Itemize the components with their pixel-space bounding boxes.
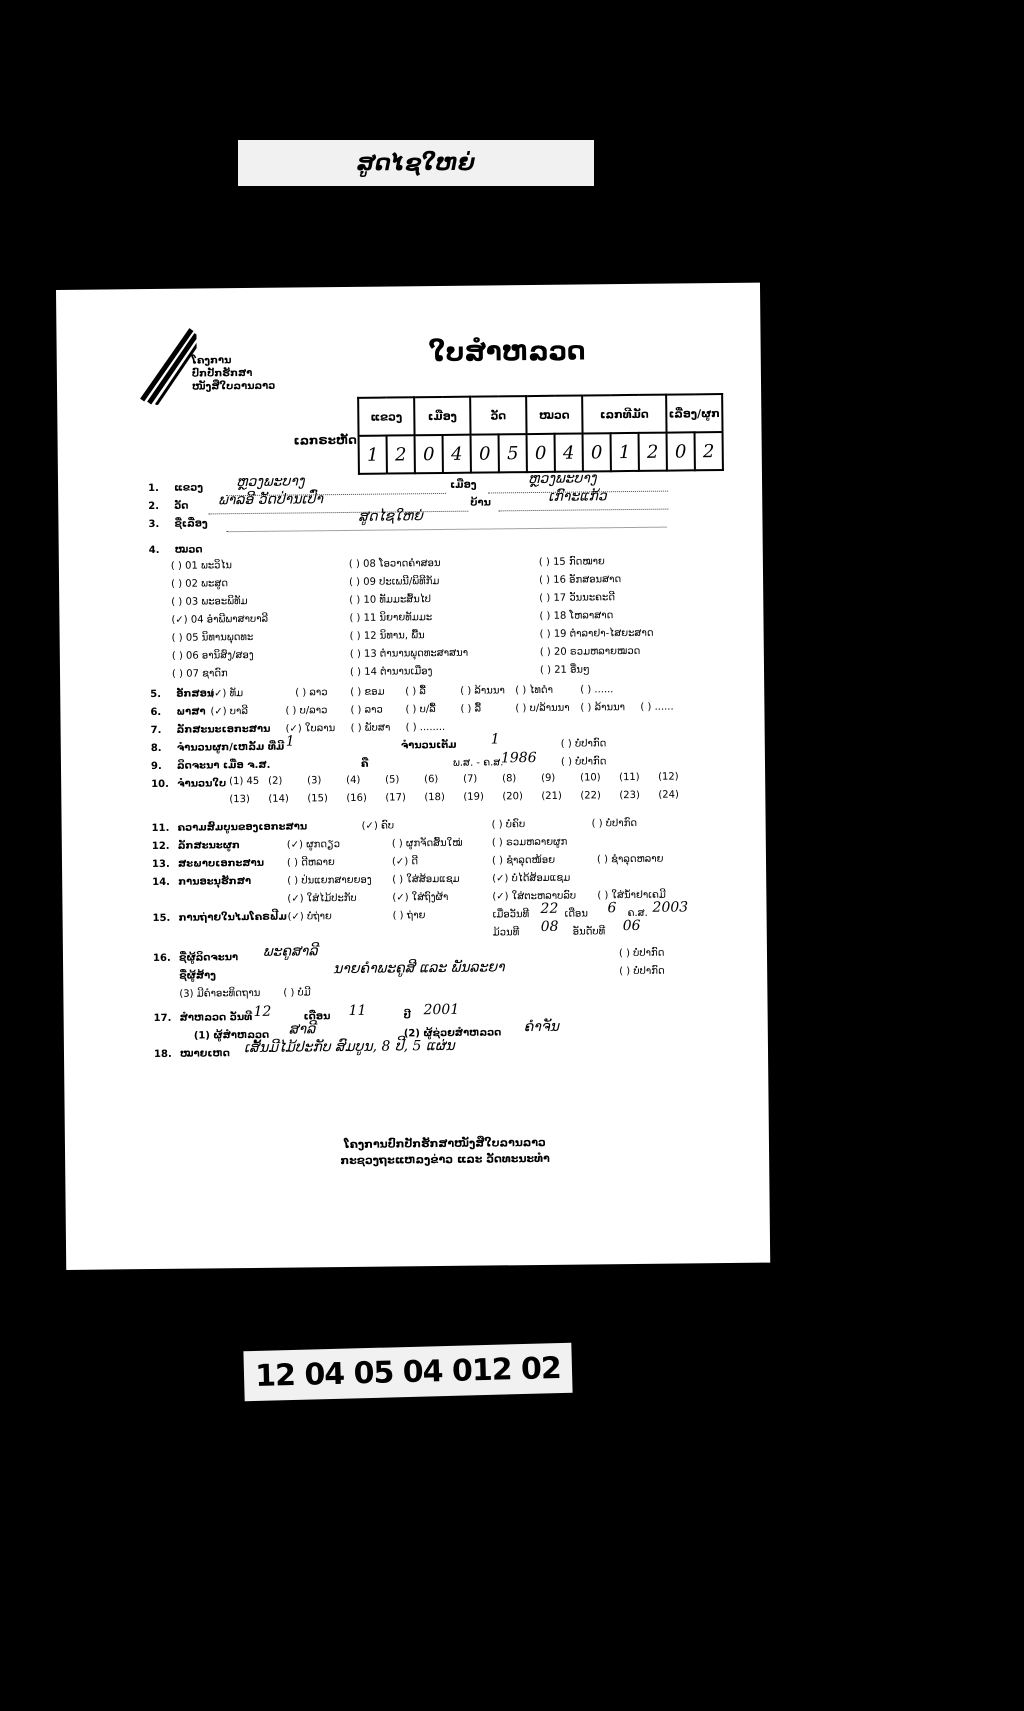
scribe-value: ພະຄູສາລີ — [262, 943, 318, 960]
option: ( ) ບໍ່ຄົບ — [491, 819, 526, 831]
option: ( ) ລາວ — [295, 687, 328, 699]
option: ( ) ໄທດໍາ — [515, 684, 553, 697]
row-num: 15. — [152, 912, 171, 925]
option: (✓) ຄົບ — [361, 820, 395, 832]
org-line-1: ໂຄງການ — [191, 355, 232, 367]
category-col-1 — [56, 283, 760, 290]
code-digit: 4 — [555, 433, 583, 471]
code-digit: 5 — [499, 434, 527, 472]
row-label: ເມືອງ — [450, 479, 477, 491]
option: (✓) ບາລີ — [210, 706, 248, 718]
section-label: ລັກສະນະຜູກ — [177, 840, 240, 852]
leaf-count: (20) — [502, 791, 523, 803]
category-option: ( ) 11 ນິຍາຍທັມມະ — [349, 612, 433, 624]
option: ( ) ........ — [405, 721, 446, 734]
section-label: ພ.ສ. - ຄ.ສ. — [452, 757, 504, 769]
year-value: 1986 — [500, 749, 537, 767]
year-label: ປີ — [403, 1010, 411, 1022]
survey-month: 11 — [348, 1002, 367, 1019]
footer-line-1: ໂຄງການປົກປັກຮັກສາໜັງສືໃບລານລາວ — [344, 1135, 546, 1152]
section-label: ຊື່ຜູ້ສ້າງ — [179, 970, 216, 982]
row-num: 11. — [151, 822, 170, 835]
category-option: ( ) 06 ອານິສົງ/ສອງ — [171, 649, 254, 662]
option: (✓) ໃສ່ຕະຫລາບລົບ — [492, 890, 577, 903]
org-line-3: ໜັງສືໃບລານລາວ — [191, 380, 276, 393]
section-label: ຈຳນວນເຕັມ — [400, 739, 457, 752]
option: ( ) ພັບສາ — [350, 722, 391, 734]
section-label: ສຳຫລວດ ວັນທີ — [179, 1011, 253, 1024]
leaf-count: (24) — [658, 789, 679, 801]
top-title-text: ສູດໄຊໃຫຍ່ — [357, 150, 475, 176]
code-digit: 0 — [527, 434, 555, 472]
category-option: ( ) 07 ຊາດົກ — [171, 668, 228, 680]
dotted-line — [208, 510, 468, 515]
option: ( ) ...... — [640, 701, 674, 713]
day-value: 22 — [540, 900, 559, 917]
title-value: ສູດໄຊໃຫຍ່ — [358, 508, 423, 525]
row-num: 16. — [152, 952, 171, 965]
section-label: (1) ຜູ້ສຳຫລວດ — [193, 1029, 270, 1042]
form-footer — [335, 1135, 555, 1169]
category-option: ( ) 17 ວັນນະຄະດີ — [539, 592, 616, 604]
date-label: ເມື່ອວັນທີ — [492, 909, 530, 921]
row-label: ຊື່ເລື່ອງ — [174, 518, 208, 530]
leaf-count: (12) — [658, 771, 679, 783]
row-num: 18. — [153, 1048, 172, 1061]
category-option: ( ) 14 ຕຳນານເມືອງ — [349, 666, 433, 678]
category-option: ( ) 21 ອື່ນໆ — [539, 664, 590, 676]
month-value: 6 — [607, 900, 617, 917]
dotted-line — [498, 508, 668, 512]
leaf-count: (13) — [229, 793, 250, 806]
option: ( ) ຣວມຫລາຍຜູກ — [491, 836, 568, 849]
section-label: ການຖ່າຍໃນໄມໂຄຣຟີມ — [178, 911, 287, 924]
category-option: ( ) 01 ພະວິໄນ — [170, 560, 233, 572]
roll-value: 08 — [540, 918, 559, 935]
section-label: ຈຳນວນຜູກ/ເຫລັ້ມ ທີ່ມີ — [176, 741, 285, 754]
leaf-count: (22) — [580, 790, 601, 802]
leaf-count: (4) — [346, 774, 361, 786]
form-sections — [56, 283, 760, 290]
village-value: ເກົາະແກ້ວ — [548, 488, 607, 505]
section-label: ການອະນຸຮັກສາ — [178, 875, 252, 888]
code-digit: 2 — [695, 432, 723, 470]
row-num: 2. — [148, 500, 160, 513]
index-value: 06 — [622, 917, 641, 935]
option: ( ) ...... — [580, 684, 614, 696]
option: ( ) ຊຳລຸດໜ້ອຍ — [491, 854, 556, 867]
code-header: ເລື່ອງ/ຜູກ — [666, 394, 722, 433]
option: ( ) ບໍ່ປາກົດ — [560, 756, 607, 768]
index-label: ອັນດັບທີ — [572, 926, 606, 938]
row-label: ບ້ານ — [470, 497, 491, 509]
form-title: ໃບສຳຫລວດ — [428, 336, 586, 369]
section-label: (2) ຜູ້ຊ່ວຍສຳຫລວດ — [403, 1027, 502, 1040]
leaf-count: (18) — [424, 791, 445, 804]
survey-form — [56, 283, 770, 1270]
option: ( ) ບໍ່ປາກົດ — [591, 817, 638, 830]
row-num: 14. — [152, 876, 170, 889]
section-label: ພາສາ — [176, 706, 206, 718]
option: ( ) ປ່ນແຍກສາຍຍອງ — [287, 874, 372, 887]
code-digit: 4 — [443, 435, 471, 473]
option: ( ) ຜູກຈັດສົ້ນໃໝ່ — [391, 837, 463, 850]
year-value: 2003 — [652, 899, 689, 916]
category-option: ( ) 03 ພະອະພິທັມ — [171, 596, 248, 608]
category-option: ( ) 20 ຣວມຫລາຍໝວດ — [539, 645, 641, 658]
code-header: ວັດ — [470, 396, 526, 435]
row-num: 10. — [151, 778, 169, 791]
leaf-count: (6) — [424, 774, 439, 786]
row-num: 8. — [150, 742, 162, 755]
row-num: 7. — [150, 724, 162, 737]
option: ( ) ໃສ່ສ້ອມແຊມ — [392, 873, 460, 886]
option: (✓) ບໍ່ໄດ້ສ້ອມແຊມ — [492, 872, 571, 885]
row-label: ແຂວງ — [174, 482, 204, 494]
code-label: ເລກຣະຫັດ — [293, 432, 357, 448]
option: ( ) ຊຳລຸດຫລາຍ — [596, 853, 664, 866]
bottom-code-text: 12 04 05 04 012 02 — [254, 1350, 562, 1394]
section-label: (3) ມີຄຳອະທິດຖານ — [179, 987, 261, 1000]
row-label: ວັດ — [174, 500, 189, 512]
option: ( ) ບໍ່ປາກົດ — [619, 965, 665, 978]
helper-value: ຄຳຈັນ — [523, 1018, 560, 1036]
category-option: ( ) 10 ທັມມະສົ້ນໄປ — [349, 594, 432, 606]
logo-stripes-icon — [136, 325, 197, 406]
sponsor-value: ນາຍຄຳພະຄູສີ ແລະ ພັນລະຍາ — [333, 959, 505, 978]
option: ( ) ຖ່າຍ — [392, 910, 426, 922]
option: ( ) ລ້ານນາ — [460, 685, 505, 697]
code-digit: 1 — [611, 433, 639, 471]
volumes-value: 1 — [285, 733, 295, 750]
leaf-count: (15) — [307, 793, 328, 805]
option: ( ) ລື້ — [405, 686, 426, 698]
option: ( ) ລື້ — [460, 703, 482, 715]
month-label: ເດືອນ — [564, 908, 588, 920]
code-digit: 2 — [639, 433, 667, 471]
section-label: ຈຳນວນໃບ — [177, 778, 227, 790]
code-header: ເມືອງ — [414, 397, 470, 436]
leaf-count: (8) — [502, 773, 517, 785]
code-digit: 0 — [471, 434, 499, 472]
section-label: ໝວດ — [174, 544, 203, 556]
category-option: ( ) 19 ຕຳລາຢາ-ໄສຍະສາດ — [539, 627, 654, 640]
leaf-count: (7) — [463, 773, 478, 785]
row-num: 1. — [148, 482, 159, 495]
option: (✓) ບໍ່ຖ່າຍ — [287, 911, 332, 923]
option: (✓) ຜູກດຽວ — [286, 839, 341, 851]
leaf-count: (14) — [268, 793, 289, 805]
remarks-value: ເສັ້ນມີໄມ້ປະກັບ ສົມບູນ, 8 ປີ, 5 ແຜ່ນ — [243, 1037, 455, 1057]
row-num: 9. — [150, 760, 162, 773]
row-num: 17. — [153, 1012, 172, 1025]
province-value: ຫຼວງພະບາງ — [235, 473, 305, 491]
month-label: ເດືອນ — [303, 1011, 331, 1023]
district-value: ຫຼວງພະບາງ — [527, 470, 597, 488]
category-option: ( ) 09 ປະເພນີ/ພິທີກັມ — [349, 576, 440, 588]
code-digit: 1 — [359, 436, 387, 474]
option: ( ) ບໍ່ປາກົດ — [618, 947, 665, 960]
leaf-count: (10) — [580, 772, 601, 784]
row-num: 13. — [151, 858, 170, 871]
code-digit: 0 — [667, 432, 695, 470]
org-line-2: ປົກປັກຮັກສາ — [191, 367, 253, 380]
code-header: ແຂວງ — [358, 397, 414, 436]
survey-day: 12 — [253, 1003, 272, 1020]
option: (✓) ໃສ່ໄມ້ປະກັບ — [287, 892, 357, 905]
row-num: 12. — [151, 840, 170, 853]
code-digit: 2 — [387, 435, 415, 473]
category-col-2 — [56, 283, 760, 290]
code-header: ເລກທີມັດ — [582, 395, 666, 434]
leaf-count: (5) — [385, 774, 400, 786]
code-digit: 0 — [415, 435, 443, 473]
project-logo — [136, 324, 287, 416]
temple-value: ພາລອີ ວັດປ່ານເປົ່າ — [218, 491, 324, 509]
option: ( ) ລ້ານນາ — [580, 702, 626, 714]
leaf-count: (19) — [463, 791, 484, 803]
option: (✓) ທັມ — [210, 688, 244, 700]
category-option: ( ) 12 ນິທານ, ພື້ນ — [349, 630, 425, 642]
category-option: ( ) 15 ກົດໝາຍ — [538, 556, 605, 568]
option: ( ) ບ/ລ້ານນາ — [515, 702, 570, 715]
year-label: ຄ.ສ. — [627, 907, 648, 920]
section-label: ສະພາບເອກະສານ — [177, 857, 265, 870]
leaf-count: (3) — [307, 775, 322, 787]
leaf-count: (21) — [541, 790, 562, 802]
option: (✓) ໃບລານ — [285, 723, 336, 735]
option: ( ) ໃສ່ນ້ຳຢາເຄມີ — [597, 889, 666, 902]
code-digit: 0 — [583, 433, 611, 471]
leaf-count: (23) — [619, 789, 640, 802]
leaf-count: (9) — [541, 772, 556, 784]
category-option: (✓) 04 ອຳພີພາສາບາລີ — [171, 613, 269, 626]
category-col-3 — [56, 283, 760, 290]
footer-line-2: ກະຊວງຖະແຫລງຂ່າວ ແລະ ວັດທະນະທໍາ — [340, 1151, 550, 1168]
row-num: 6. — [150, 706, 162, 719]
option: ( ) ດີຫລາຍ — [286, 857, 335, 869]
dotted-line — [227, 526, 667, 533]
section-label: ໝາຍເຫດ — [179, 1048, 230, 1060]
category-option: ( ) 05 ນິທານພຸດທະ — [171, 631, 254, 644]
leaf-count: (17) — [385, 792, 406, 804]
leaf-count: (16) — [346, 792, 367, 804]
section-label: ຄື — [360, 758, 369, 770]
category-option: ( ) 02 ພະສູດ — [171, 578, 229, 590]
option: (✓) ດີ — [391, 856, 419, 868]
option: (✓) ໃສ່ຖົງຜ້າ — [392, 891, 449, 904]
section-label: ຄວາມສົມບູນຂອງເອກະສານ — [177, 821, 308, 834]
survey-year: 2001 — [423, 1001, 460, 1019]
category-option: ( ) 13 ຕຳນານພຸດທະສາສນາ — [349, 647, 469, 660]
bottom-code-label — [243, 1343, 572, 1402]
row-num: 4. — [148, 544, 160, 557]
surveyor-value: ສາລີ — [288, 1021, 316, 1038]
section-label: ອັກສອນ — [176, 688, 215, 700]
roll-label: ມ້ວນທີ — [492, 927, 520, 939]
leaf-count: (1) 45 — [229, 775, 260, 788]
section-label: ລັກສະນະເອກະສານ — [176, 723, 271, 736]
category-option: ( ) 18 ໂຫລາສາດ — [539, 610, 614, 622]
option: ( ) ບ/ລື້ — [405, 704, 436, 716]
category-option: ( ) 16 ອັກສອນສາດ — [539, 574, 622, 586]
option: ( ) ລາວ — [350, 704, 383, 716]
option: ( ) ຂອມ — [350, 686, 385, 698]
row-num: 5. — [150, 688, 162, 701]
row-num: 3. — [148, 518, 160, 531]
option: ( ) ບໍ່ປາກົດ — [560, 738, 607, 750]
option: ( ) ບ/ລາວ — [285, 705, 328, 717]
leaf-count: (11) — [619, 771, 640, 784]
full-value: 1 — [490, 731, 500, 748]
code-header: ໝວດ — [526, 395, 582, 434]
code-table — [357, 393, 724, 475]
option: ( ) ບໍ່ມີ — [283, 987, 311, 999]
category-option: ( ) 08 ໂອວາດຄຳສອນ — [348, 557, 441, 570]
top-title-label — [238, 140, 594, 186]
section-label: ລິດຈະນາ ເມື່ອ ຈ.ສ. — [176, 759, 271, 772]
leaf-count: (2) — [268, 775, 283, 787]
section-label: ຊື່ຜູ້ລິດຈະນາ — [178, 952, 239, 964]
